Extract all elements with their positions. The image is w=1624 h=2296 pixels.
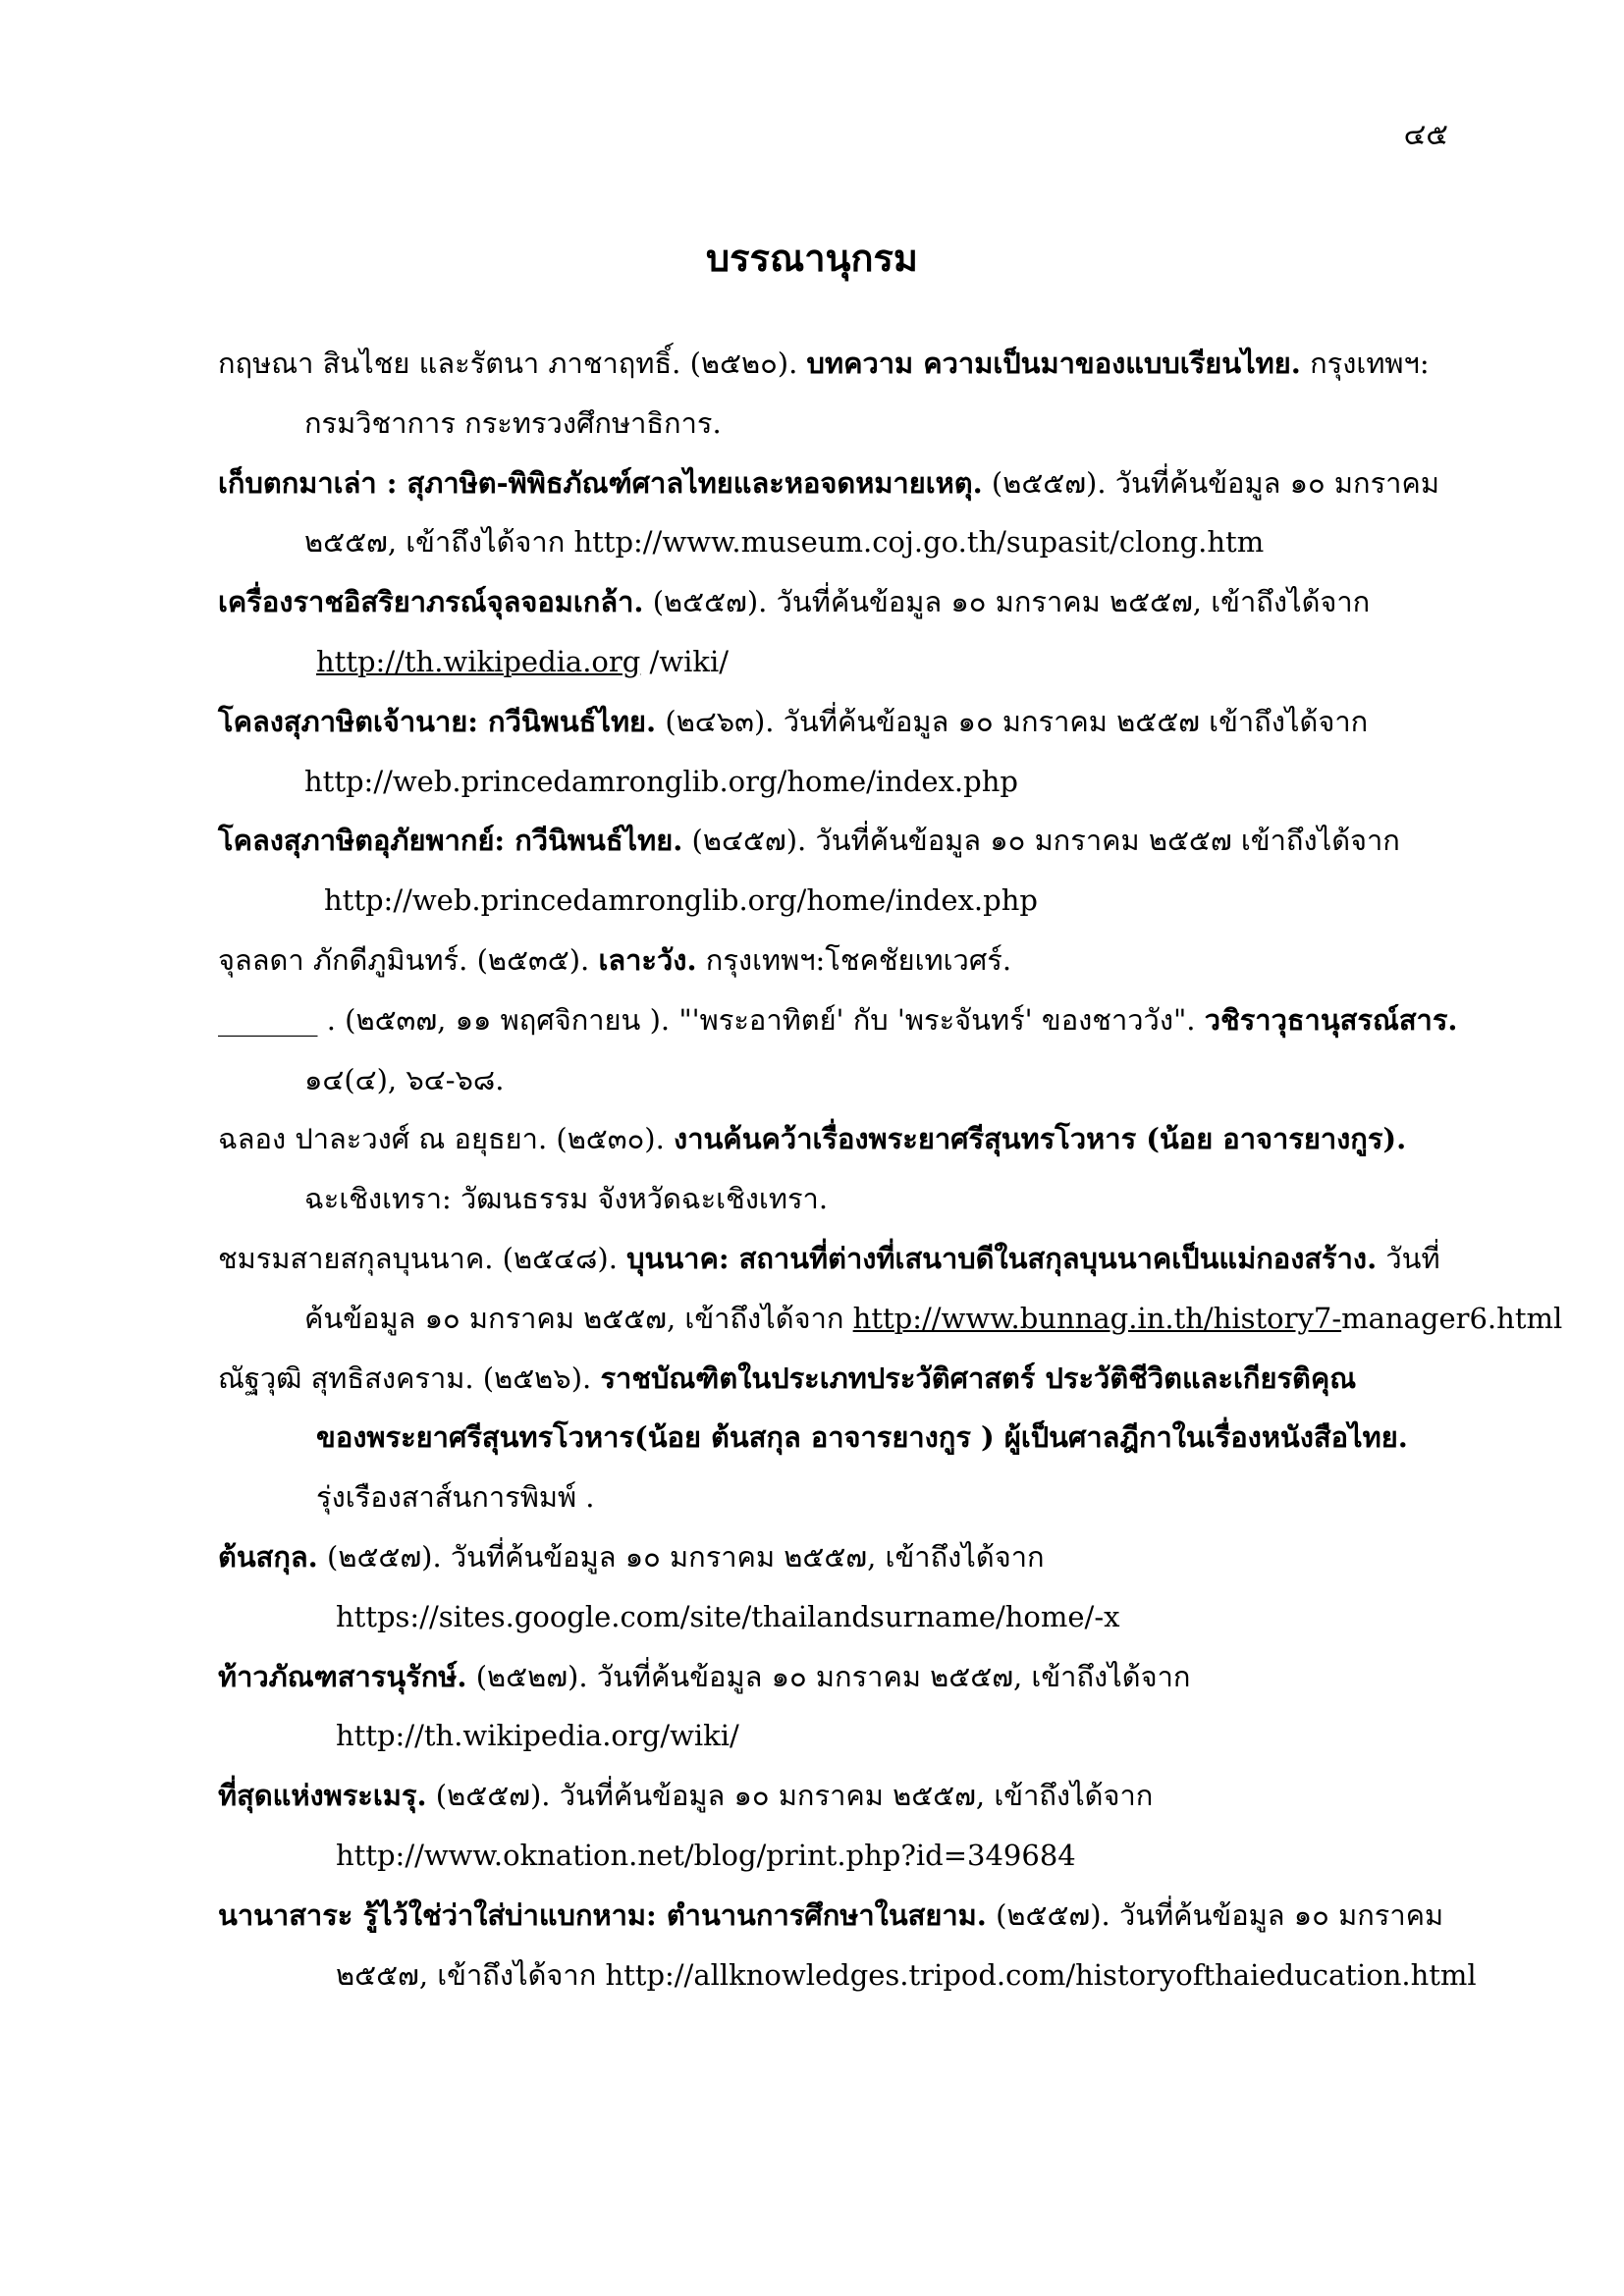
reference-text: _______ bbox=[218, 1002, 318, 1037]
reference-text: เก็บตกมาเล่า : สุภาษิต-พิพิธภัณฑ์ศาลไทยและหอจดหมายเหตุ. bbox=[218, 465, 983, 500]
bibliography-line bbox=[218, 1229, 1465, 1289]
reference-text: ณัฐวุฒิ สุทธิสงคราม. (๒๕๒๖). bbox=[218, 1361, 601, 1395]
bibliography-line bbox=[218, 1468, 1465, 1527]
reference-text: โคลงสุภาษิตอุภัยพากย์: กวีนิพนธ์ไทย. bbox=[218, 824, 683, 858]
reference-text: http://th.wikipedia.org/wiki/ bbox=[336, 1719, 739, 1753]
bibliography-line bbox=[218, 931, 1465, 990]
page-title: บรรณานุกรม bbox=[706, 236, 918, 280]
reference-text: (๒๕๕๗). วันที่ค้นข้อมูล ๑๐ มกราคม ๒๕๕๗, เข้าถึงได้จาก bbox=[426, 1779, 1154, 1813]
reference-text: (๒๕๕๗). วันที่ค้นข้อมูล ๑๐ มกราคม ๒๕๕๗, เข้าถึงได้จาก bbox=[643, 585, 1371, 619]
bibliography-line bbox=[218, 454, 1465, 513]
bibliography-line bbox=[218, 1169, 1465, 1229]
bibliography-line bbox=[218, 871, 1465, 931]
reference-text: /wiki/ bbox=[640, 644, 730, 678]
reference-text: นานาสาระ รู้ไว้ใช่ว่าใส่บ่าแบกหาม: ตำนานการศึกษาในสยาม. bbox=[218, 1897, 987, 1932]
reference-text: . (๒๕๓๗, ๑๑ พฤศจิกายน ). "'พระอาทิตย์' กับ 'พระจันทร์' ของชาววัง". bbox=[317, 1002, 1205, 1037]
bibliography-line bbox=[218, 1587, 1465, 1647]
bibliography-line bbox=[218, 1109, 1465, 1169]
reference-text: (๒๔๕๗). วันที่ค้นข้อมูล ๑๐ มกราคม ๒๕๕๗ เข้าถึงได้จาก bbox=[682, 824, 1400, 858]
reference-text: วันที่ bbox=[1377, 1241, 1440, 1275]
reference-text: ฉะเชิงเทรา: วัฒนธรรม จังหวัดฉะเชิงเทรา. bbox=[304, 1182, 829, 1216]
bibliography-line bbox=[218, 811, 1465, 871]
bibliography-line bbox=[218, 1706, 1465, 1766]
bibliography-line bbox=[218, 1647, 1465, 1707]
bibliography-line bbox=[218, 1050, 1465, 1110]
reference-text: http://www.oknation.net/blog/print.php?id=349684 bbox=[336, 1838, 1076, 1872]
reference-text: ฉลอง ปาละวงศ์ ณ อยุธยา. (๒๕๓๐). bbox=[218, 1122, 675, 1156]
reference-text: ของพระยาศรีสุนทรโวหาร(น้อย ต้นสกุล อาจารยางกูร ) ผู้เป็นศาลฎีกาในเรื่องหนังสือไทย. bbox=[316, 1420, 1408, 1455]
reference-link-text: http://th.wikipedia.org bbox=[316, 644, 641, 678]
bibliography-line bbox=[218, 692, 1465, 752]
reference-text: (๒๔๖๓). วันที่ค้นข้อมูล ๑๐ มกราคม ๒๕๕๗ เข้าถึงได้จาก bbox=[656, 704, 1369, 738]
reference-text: วชิราวุธานุสรณ์สาร. bbox=[1204, 1002, 1458, 1037]
reference-text: ๒๕๕๗, เข้าถึงได้จาก http://allknowledges.tripod.com/historyofthaieducation.html bbox=[336, 1957, 1477, 1992]
bibliography-line bbox=[218, 1886, 1465, 1946]
bibliography-line bbox=[218, 1349, 1465, 1409]
reference-text: ค้นข้อมูล ๑๐ มกราคม ๒๕๕๗, เข้าถึงได้จาก bbox=[304, 1301, 853, 1335]
reference-text: กรมวิชาการ กระทรวงศึกษาธิการ. bbox=[304, 405, 722, 440]
reference-text: กรุงเทพฯ:โชคชัยเทเวศร์. bbox=[696, 942, 1012, 977]
bibliography-line bbox=[218, 394, 1465, 454]
reference-text: ๑๔(๔), ๖๔-๖๘. bbox=[304, 1062, 505, 1096]
bibliography-line bbox=[218, 1946, 1477, 2005]
bibliography-line bbox=[218, 1408, 1465, 1468]
bibliography-line bbox=[218, 752, 1465, 812]
reference-text: กรุงเทพฯ: bbox=[1300, 347, 1430, 380]
bibliography-list bbox=[218, 334, 1563, 2004]
reference-link-text: http://www.bunnag.in.th/history7- bbox=[852, 1301, 1342, 1335]
reference-text: ๒๕๕๗, เข้าถึงได้จาก http://www.museum.coj.go.th/supasit/clong.htm bbox=[304, 525, 1265, 560]
bibliography-line bbox=[218, 1826, 1465, 1886]
bibliography-line bbox=[218, 632, 1465, 692]
reference-text: จุลลดา ภักดีภูมินทร์. (๒๕๓๕). bbox=[218, 942, 599, 977]
reference-text: http://web.princedamronglib.org/home/index.php bbox=[324, 883, 1038, 918]
bibliography-line bbox=[218, 512, 1465, 572]
reference-text: รุ่งเรืองสาส์นการพิมพ์ . bbox=[316, 1480, 595, 1515]
reference-text: ท้าวภัณฑสารนุรักษ์. bbox=[218, 1659, 467, 1693]
reference-text: บุนนาค: สถานที่ต่างที่เสนาบดีในสกุลบุนนาคเป็นแม่กองสร้าง. bbox=[626, 1241, 1378, 1275]
reference-text: ชมรมสายสกุลบุนนาค. (๒๕๔๘). bbox=[218, 1241, 627, 1275]
reference-text: ที่สุดแห่งพระเมรุ. bbox=[218, 1779, 427, 1813]
reference-text: https://sites.google.com/site/thailandsurname/home/-x bbox=[336, 1599, 1120, 1633]
bibliography-line bbox=[218, 334, 1465, 394]
bibliography-line bbox=[218, 1527, 1465, 1587]
reference-text: ราชบัณฑิตในประเภทประวัติศาสตร์ ประวัติชีวิตและเกียรติคุณ bbox=[600, 1361, 1357, 1395]
reference-text: งานค้นคว้าเรื่องพระยาศรีสุนทรโวหาร (น้อย อาจารยางกูร). bbox=[674, 1122, 1407, 1156]
reference-text: manager6.html bbox=[1341, 1301, 1563, 1335]
bibliography-line bbox=[218, 990, 1465, 1050]
reference-text: ต้นสกุล. bbox=[218, 1539, 318, 1574]
reference-text: (๒๕๕๗). วันที่ค้นข้อมูล ๑๐ มกราคม bbox=[982, 465, 1439, 500]
page-number: ๔๕ bbox=[1403, 118, 1448, 152]
reference-text: กฤษณา สินไชย และรัตนา ภาชาฤทธิ์. (๒๕๒๐). bbox=[218, 347, 807, 380]
bibliography-line bbox=[218, 1289, 1563, 1349]
reference-text: โคลงสุภาษิตเจ้านาย: กวีนิพนธ์ไทย. bbox=[218, 704, 657, 738]
reference-text: (๒๕๕๗). วันที่ค้นข้อมูล ๑๐ มกราคม bbox=[986, 1897, 1444, 1932]
bibliography-line bbox=[218, 1766, 1465, 1826]
reference-text: (๒๕๒๗). วันที่ค้นข้อมูล ๑๐ มกราคม ๒๕๕๗, เข้าถึงได้จาก bbox=[466, 1659, 1191, 1693]
reference-text: บทความ ความเป็นมาของแบบเรียนไทย. bbox=[806, 347, 1301, 380]
reference-text: (๒๕๕๗). วันที่ค้นข้อมูล ๑๐ มกราคม ๒๕๕๗, เข้าถึงได้จาก bbox=[317, 1539, 1045, 1574]
reference-text: เลาะวัง. bbox=[598, 942, 697, 977]
reference-text: http://web.princedamronglib.org/home/index.php bbox=[304, 764, 1018, 798]
bibliography-line bbox=[218, 572, 1465, 632]
reference-text: เครื่องราชอิสริยาภรณ์จุลจอมเกล้า. bbox=[218, 585, 644, 619]
